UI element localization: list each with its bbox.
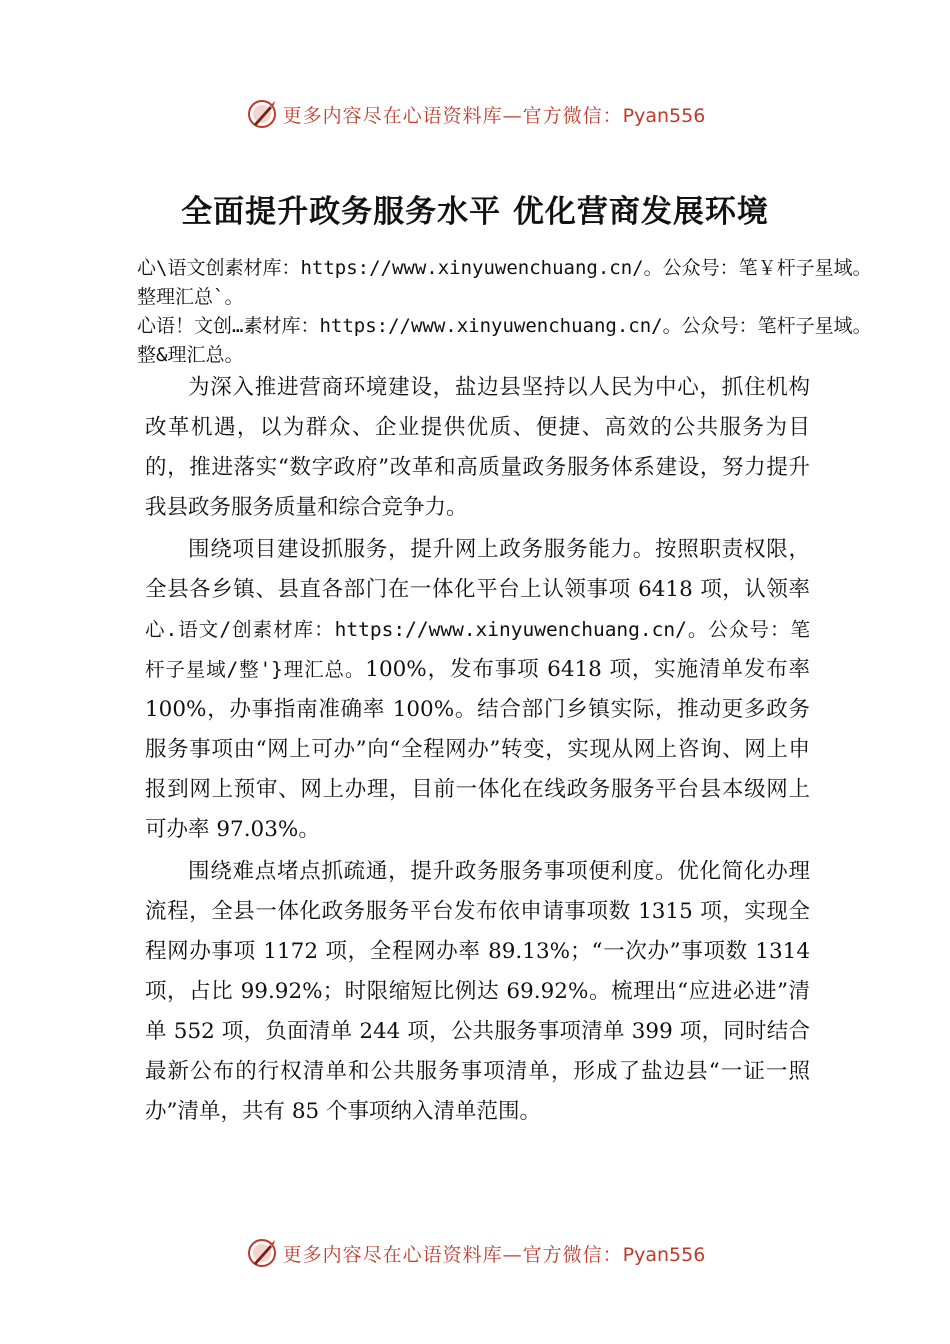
paragraph-2-inline-source: 心.语文/创素材库：https://www.xinyuwenchuang.cn/。公众号：笔杆子星域/整'}理汇总。	[145, 618, 810, 681]
banner-text	[283, 1240, 706, 1267]
banner-text	[283, 101, 706, 128]
paragraph-2-part-b: 100%，发布事项 6418 项，实施清单发布率 100%，办事指南准确率 100%。结合部门乡镇实际，推动更多政务服务事项由“网上可办”向“全程网办”转变，实现从网上咨询、网上申报到网上预审、网上办理，目前一体化在线政务服务平台县本级网上可办率 97.03%。	[145, 657, 810, 842]
banner-label: 更多内容尽在心语资料库—官方微信：	[282, 104, 623, 127]
document-title: 全面提升政务服务水平 优化营商发展环境	[181, 194, 769, 230]
document-body	[145, 368, 810, 1132]
banner-label: 更多内容尽在心语资料库—官方微信：	[282, 1243, 623, 1266]
banner-wechat-id: Pyan556	[622, 1243, 706, 1266]
quill-logo-icon	[245, 97, 279, 131]
source-line-1: 心\语文创素材库：https://www.xinyuwenchuang.cn/。公众号：笔￥杆子星域。整理汇总`。	[137, 257, 872, 308]
source-line-2: 心语！文创…素材库：https://www.xinyuwenchuang.cn/。公众号：笔杆子星域。整&理汇总。	[137, 315, 872, 366]
footer-banner	[0, 1233, 950, 1273]
paragraph-2-part-a: 围绕项目建设抓服务，提升网上政务服务能力。按照职责权限，全县各乡镇、县直各部门在一体化平台上认领事项 6418 项，认领率	[145, 537, 810, 602]
paragraph-3: 围绕难点堵点抓疏通，提升政务服务事项便利度。优化简化办理流程，全县一体化政务服务平台发布依申请事项数 1315 项，实现全程网办事项 1172 项，全程网办率 89.13%；“一次办”事项数 1314 项，占比 99.92%；时限缩短比例达 69.92%。梳理出“应进必进”清单 552 项，负面清单 244 项，公共服务事项清单 399 项，同时结合最新公布的行权清单和公共服务事项清单，形成了盐边县“一证一照办”清单，共有 85 个事项纳入清单范围。	[145, 859, 810, 1124]
quill-logo-icon	[245, 1236, 279, 1270]
banner-wechat-id: Pyan556	[622, 104, 706, 127]
paragraph-2	[145, 530, 810, 850]
header-banner	[0, 94, 950, 134]
paragraph-1: 为深入推进营商环境建设，盐边县坚持以人民为中心，抓住机构改革机遇，以为群众、企业提供优质、便捷、高效的公共服务为目的，推进落实“数字政府”改革和高质量政务服务体系建设，努力提升我县政务服务质量和综合竞争力。	[145, 375, 810, 520]
